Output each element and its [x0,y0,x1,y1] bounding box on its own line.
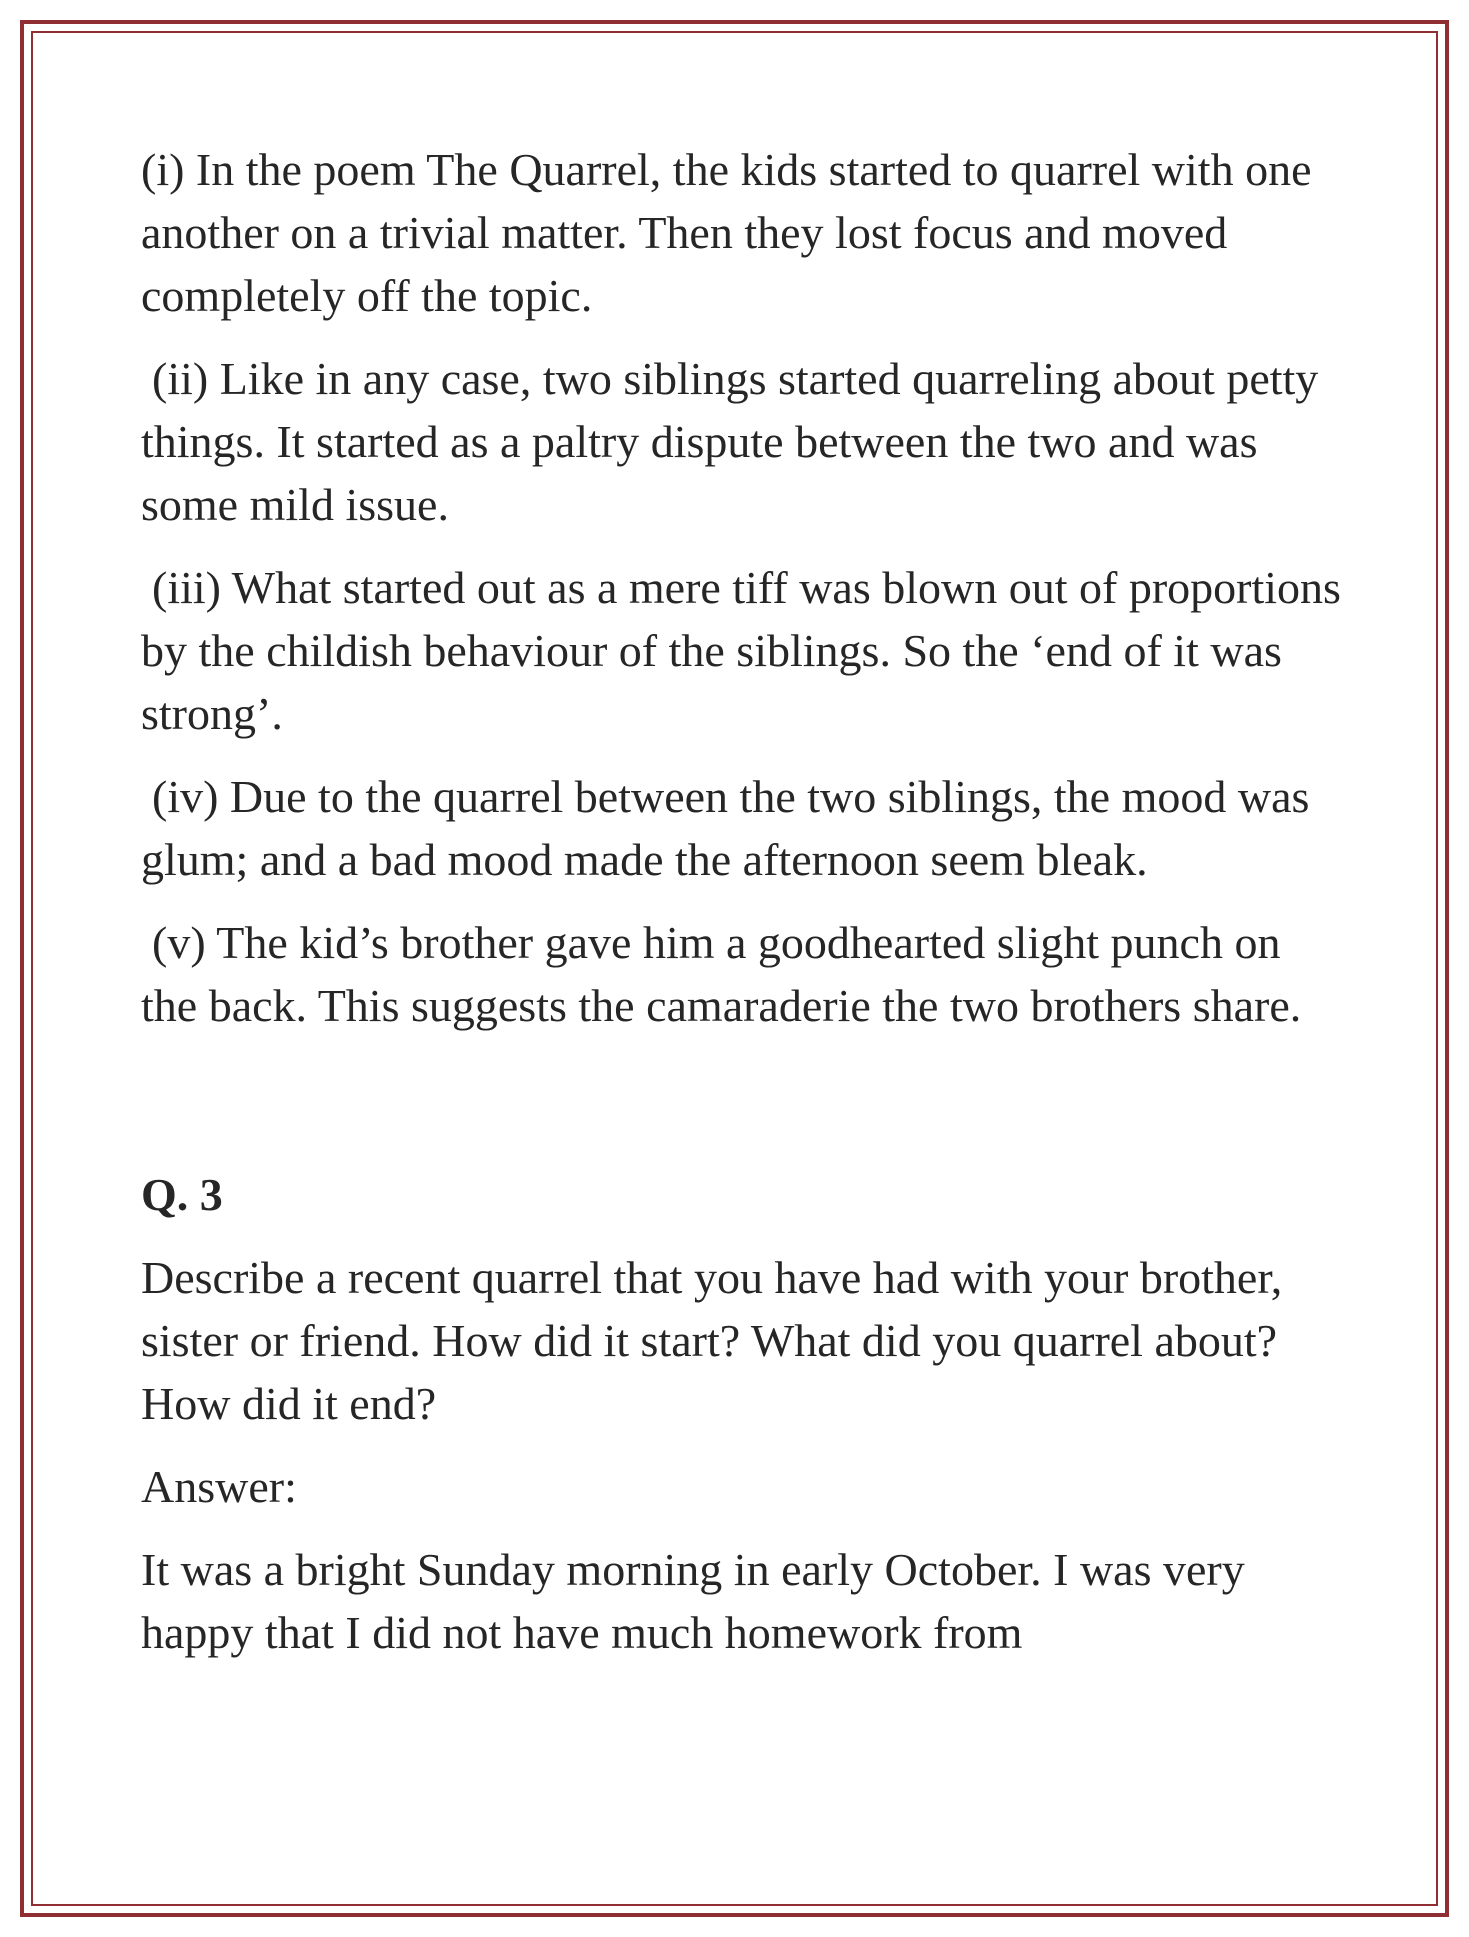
answer-part-i: (i) In the poem The Quarrel, the kids started to quarrel with one another on a trivial matter. Then they lost focus and moved completely off the topic. [141,144,1312,321]
answer-part-ii: (ii) Like in any case, two siblings started quarreling about petty things. It started as a paltry dispute between the two and was some mild issue. [141,353,1319,530]
answer-label: Answer: [141,1461,297,1512]
answer-part-iii: (iii) What started out as a mere tiff was blown out of proportions by the childish behaviour of the siblings. So the ‘end of it was strong’. [141,562,1341,739]
answer-text: It was a bright Sunday morning in early October. I was very happy that I did not have much homework from [141,1544,1245,1658]
answer-part-iv: (iv) Due to the quarrel between the two siblings, the mood was glum; and a bad mood made the afternoon seem bleak. [141,771,1310,885]
question-text: Describe a recent quarrel that you have had with your brother, sister or friend. How did it start? What did you quarrel about? How did it end? [141,1252,1283,1429]
answer-part-v: (v) The kid’s brother gave him a goodhearted slight punch on the back. This suggests the camaraderie the two brothers share. [141,917,1302,1031]
question-number: Q. 3 [141,1169,223,1220]
document-body [141,138,1341,1684]
